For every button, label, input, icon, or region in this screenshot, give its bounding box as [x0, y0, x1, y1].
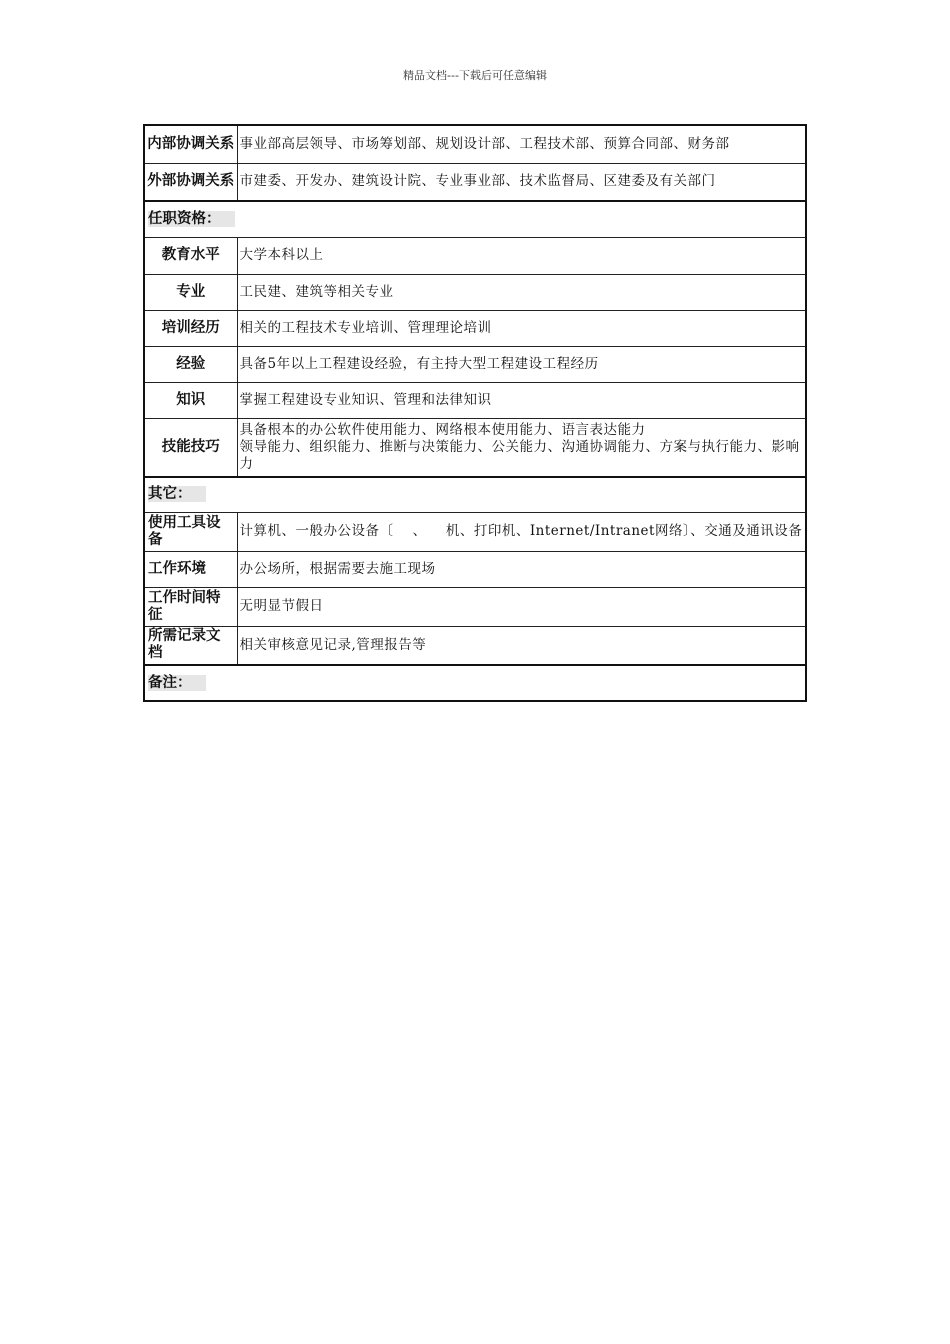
page-header: 精品文档---下载后可任意编辑: [403, 69, 547, 82]
table-row: [144, 418, 806, 477]
tools-value: 计算机、一般办公设备〔 、 机、打印机、Internet/Intranet网络〕、交通及通讯设备: [237, 512, 806, 551]
skills-value: [237, 418, 806, 477]
external-coordination-label: 外部协调关系: [144, 163, 237, 201]
education-label: 教育水平: [144, 237, 237, 274]
table-row: [144, 382, 806, 418]
tools-label: 使用工具设备: [144, 512, 237, 551]
major-value: 工民建、建筑等相关专业: [237, 274, 806, 310]
knowledge-value: 掌握工程建设专业知识、管理和法律知识: [237, 382, 806, 418]
section-row: [144, 665, 806, 701]
table-row: [144, 512, 806, 551]
notes-section-title: 备注：: [148, 675, 206, 691]
skills-line-2: 领导能力、组织能力、推断与决策能力、公关能力、沟通协调能力、方案与执行能力、影响力: [239, 438, 800, 472]
table-row: [144, 163, 806, 201]
training-value: 相关的工程技术专业培训、管理理论培训: [237, 310, 806, 346]
table-row: [144, 125, 806, 163]
knowledge-label: 知识: [144, 382, 237, 418]
table-row: [144, 274, 806, 310]
table-row: [144, 310, 806, 346]
skills-line-1: 具备根本的办公软件使用能力、网络根本使用能力、语言表达能力: [239, 421, 646, 438]
environment-value: 办公场所，根据需要去施工现场: [237, 551, 806, 587]
experience-label: 经验: [144, 346, 237, 382]
other-section-title: 其它：: [148, 486, 206, 502]
table-row: [144, 237, 806, 274]
table-row: [144, 626, 806, 665]
environment-label: 工作环境: [144, 551, 237, 587]
records-label: 所需记录文档: [144, 626, 237, 665]
education-value: 大学本科以上: [237, 237, 806, 274]
skills-label: 技能技巧: [144, 418, 237, 477]
section-row: [144, 477, 806, 512]
table-row: [144, 346, 806, 382]
internal-coordination-value: 事业部高层领导、市场筹划部、规划设计部、工程技术部、预算合同部、财务部: [237, 125, 806, 163]
table-row: [144, 551, 806, 587]
experience-value: 具备5年以上工程建设经验，有主持大型工程建设工程经历: [237, 346, 806, 382]
section-row: [144, 201, 806, 237]
internal-coordination-label: 内部协调关系: [144, 125, 237, 163]
job-description-table: [143, 124, 807, 702]
external-coordination-value: 市建委、开发办、建筑设计院、专业事业部、技术监督局、区建委及有关部门: [237, 163, 806, 201]
working-hours-value: 无明显节假日: [237, 587, 806, 626]
major-label: 专业: [144, 274, 237, 310]
qualifications-section-title: 任职资格：: [148, 211, 235, 227]
training-label: 培训经历: [144, 310, 237, 346]
working-hours-label: 工作时间特征: [144, 587, 237, 626]
table-row: [144, 587, 806, 626]
records-value: 相关审核意见记录,管理报告等: [237, 626, 806, 665]
